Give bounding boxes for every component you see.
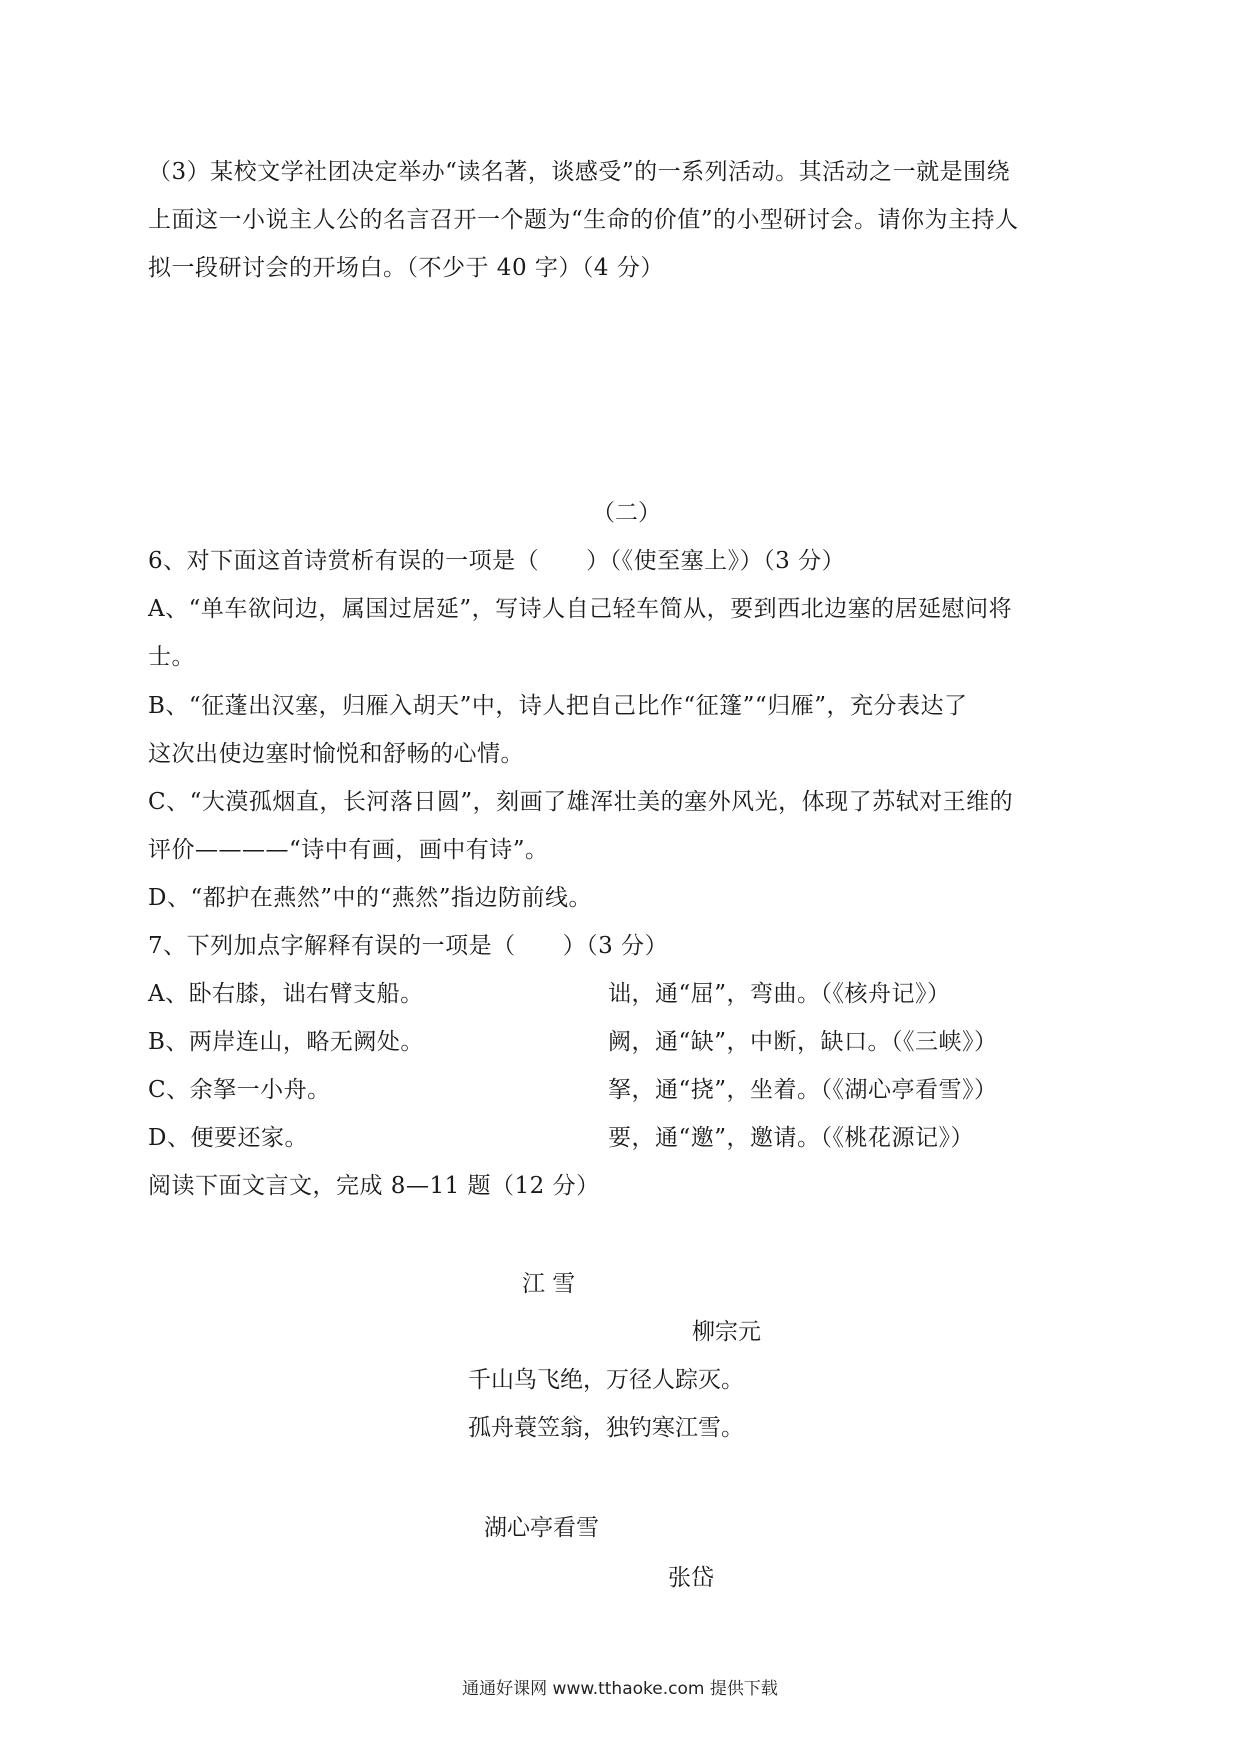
q6-option-a-line-1: A、“单车欲问边，属国过居延”，写诗人自己轻车简从，要到西北边塞的居延慰问将 [148,596,1013,622]
q6-option-b-line-2: 这次出使边塞时愉悦和舒畅的心情。 [148,741,524,767]
q3-line-2: 上面这一小说主人公的名言召开一个题为“生命的价值”的小型研讨会。请你为主持人 [148,207,1019,233]
q7-option-c-explanation: 拏，通“挠”，坐着。（《湖心亭看雪》） [608,1077,998,1103]
q7-option-b [148,1026,1108,1058]
q7-option-d-text: D、便要还家。 [148,1125,308,1151]
q3-line-1: （3）某校文学社团决定举办“读名著，谈感受”的一系列活动。其活动之一就是围绕 [148,159,1011,185]
section-heading: （二） [592,500,661,526]
q6-stem: 6、对下面这首诗赏析有误的一项是（ ）（《使至塞上》）（3 分） [148,548,846,574]
q7-option-a-text: A、卧右膝，诎右臂支船。 [148,981,424,1007]
q6-option-b-line-1: B、“征蓬出汉塞，归雁入胡天”中，诗人把自己比作“征篷”“归雁”，充分表达了 [148,693,968,719]
page-footer: 通通好课网 www.tthaoke.com 提供下载 [462,1679,778,1699]
q7-option-b-text: B、两岸连山，略无阙处。 [148,1029,424,1055]
q6-option-c-line-1: C、“大漠孤烟直，长河落日圆”，刻画了雄浑壮美的塞外风光，体现了苏轼对王维的 [148,789,1014,815]
q7-option-a-explanation: 诎，通“屈”，弯曲。（《核舟记》） [608,981,951,1007]
essay-title: 湖心亭看雪 [484,1515,599,1541]
q7-option-d [148,1122,1108,1154]
poem-author: 柳宗元 [692,1319,761,1345]
poem-line-1: 千山鸟飞绝，万径人踪灭。 [468,1367,744,1393]
q7-option-c [148,1074,1108,1106]
poem-title: 江 雪 [522,1271,576,1297]
q7-option-d-explanation: 要，通“邀”，邀请。（《桃花源记》） [608,1125,975,1151]
q6-option-d: D、“都护在燕然”中的“燕然”指边防前线。 [148,885,592,911]
q6-option-c-line-2: 评价————“诗中有画，画中有诗”。 [148,837,549,863]
q7-option-c-text: C、余拏一小舟。 [148,1077,331,1103]
q7-option-a [148,978,1108,1010]
q6-option-a-line-2: 士。 [148,644,195,670]
q7-option-b-explanation: 阙，通“缺”，中断，缺口。（《三峡》） [608,1029,998,1055]
q3-line-3: 拟一段研讨会的开场白。（不少于 40 字）（4 分） [148,255,664,281]
essay-author: 张岱 [668,1565,714,1591]
poem-line-2: 孤舟蓑笠翁，独钓寒江雪。 [468,1415,744,1441]
q7-stem: 7、下列加点字解释有误的一项是（ ）（3 分） [148,933,669,959]
reading-intro: 阅读下面文言文，完成 8—11 题（12 分） [148,1173,600,1199]
